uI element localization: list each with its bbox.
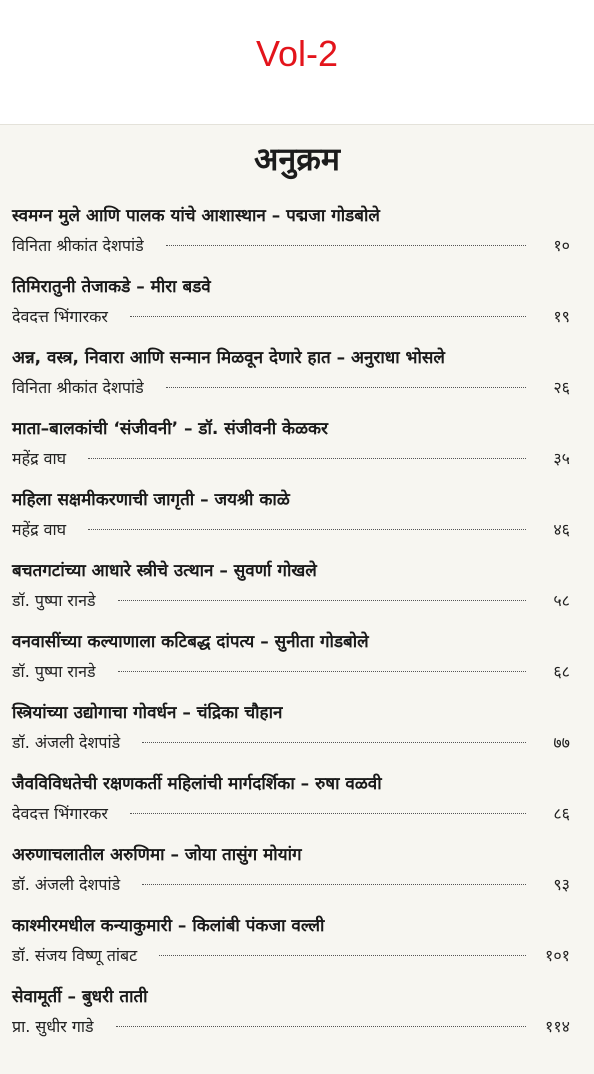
volume-label: Vol-2 xyxy=(255,33,339,74)
entry-page-number: ९३ xyxy=(553,875,570,894)
toc-entry xyxy=(12,913,570,984)
toc-entry xyxy=(12,558,570,629)
entry-author: डॉ. पुष्पा रानडे xyxy=(12,591,96,610)
entry-title: तिमिरातुनी तेजाकडे – मीरा बडवे xyxy=(12,277,211,297)
dot-leader xyxy=(166,387,526,388)
entry-author: डॉ. अंजली देशपांडे xyxy=(12,875,121,894)
entry-title: बचतगटांच्या आधारे स्त्रीचे उत्थान – सुवर्णा गोखले xyxy=(12,561,317,581)
toc-title: अनुक्रम xyxy=(254,140,340,178)
entry-author-line xyxy=(12,943,570,969)
entry-author-line xyxy=(12,446,570,472)
entry-page-number: ८६ xyxy=(553,804,570,823)
dot-leader xyxy=(142,884,526,885)
dot-leader xyxy=(130,813,526,814)
toc-entry xyxy=(12,203,570,274)
dot-leader xyxy=(130,316,526,317)
toc-entry xyxy=(12,700,570,771)
entry-author: डॉ. संजय विष्णू तांबट xyxy=(12,946,138,965)
entry-page-number: ११४ xyxy=(545,1017,570,1036)
entry-title: स्वमग्न मुले आणि पालक यांचे आशास्थान – पद्मजा गोडबोले xyxy=(12,206,380,226)
toc-entry xyxy=(12,629,570,700)
entry-page-number: १० xyxy=(553,236,570,255)
dot-leader xyxy=(166,245,526,246)
dot-leader xyxy=(88,458,526,459)
toc-entry xyxy=(12,984,570,1055)
entry-title: अन्न, वस्त्र, निवारा आणि सन्मान मिळवून देणारे हात – अनुराधा भोसले xyxy=(12,348,445,368)
toc-entry xyxy=(12,274,570,345)
dot-leader xyxy=(142,742,526,743)
entry-author: डॉ. पुष्पा रानडे xyxy=(12,662,96,681)
toc-entry xyxy=(12,771,570,842)
dot-leader xyxy=(159,955,526,956)
dot-leader xyxy=(116,1026,526,1027)
entry-title: अरुणाचलातील अरुणिमा – जोया तासुंग मोयांग xyxy=(12,845,302,865)
entry-title: स्त्रियांच्या उद्योगाचा गोवर्धन – चंद्रिका चौहान xyxy=(12,703,283,723)
entry-page-number: ६८ xyxy=(553,662,570,681)
entry-author-line xyxy=(12,304,570,330)
entry-page-number: १०१ xyxy=(545,946,570,965)
entry-page-number: ४६ xyxy=(553,520,570,539)
toc-entry xyxy=(12,487,570,558)
entry-page-number: ३५ xyxy=(553,449,570,468)
entry-page-number: २६ xyxy=(553,378,570,397)
entry-page-number: ७७ xyxy=(553,733,570,752)
entry-author-line xyxy=(12,659,570,685)
dot-leader xyxy=(118,600,526,601)
entry-page-number: १९ xyxy=(553,307,570,326)
entry-author: महेंद्र वाघ xyxy=(12,449,67,468)
entry-author: विनिता श्रीकांत देशपांडे xyxy=(12,236,144,255)
entry-author: देवदत्त भिंगारकर xyxy=(12,307,108,326)
entry-author: देवदत्त भिंगारकर xyxy=(12,804,108,823)
entry-author: विनिता श्रीकांत देशपांडे xyxy=(12,378,144,397)
entry-author-line xyxy=(12,730,570,756)
entry-title: जैवविविधतेची रक्षणकर्ती महिलांची मार्गदर्शिका – रुषा वळवी xyxy=(12,774,382,794)
entry-author-line xyxy=(12,517,570,543)
entry-title: सेवामूर्ती – बुधरी ताती xyxy=(12,987,148,1007)
entry-author: डॉ. अंजली देशपांडे xyxy=(12,733,121,752)
toc-entry xyxy=(12,842,570,913)
entry-title: वनवासींच्या कल्याणाला कटिबद्ध दांपत्य – सुनीता गोडबोले xyxy=(12,632,369,652)
toc-entry xyxy=(12,416,570,487)
entry-title: महिला सक्षमीकरणाची जागृती – जयश्री काळे xyxy=(12,490,290,510)
entry-author-line xyxy=(12,801,570,827)
entry-author-line xyxy=(12,872,570,898)
entry-title: काश्मीरमधील कन्याकुमारी – किलांबी पंकजा वल्ली xyxy=(12,916,325,936)
dot-leader xyxy=(118,671,526,672)
entry-author: प्रा. सुधीर गाडे xyxy=(12,1017,94,1036)
entry-author-line xyxy=(12,233,570,259)
toc-entry xyxy=(12,345,570,416)
toc-list xyxy=(12,203,570,1055)
entry-author-line xyxy=(12,1014,570,1040)
entry-author-line xyxy=(12,375,570,401)
entry-author-line xyxy=(12,588,570,614)
dot-leader xyxy=(88,529,526,530)
contents-page xyxy=(0,124,594,1074)
entry-title: माता–बालकांची ‘संजीवनी’ – डॉ. संजीवनी केळकर xyxy=(12,419,329,439)
entry-author: महेंद्र वाघ xyxy=(12,520,67,539)
entry-page-number: ५८ xyxy=(553,591,570,610)
